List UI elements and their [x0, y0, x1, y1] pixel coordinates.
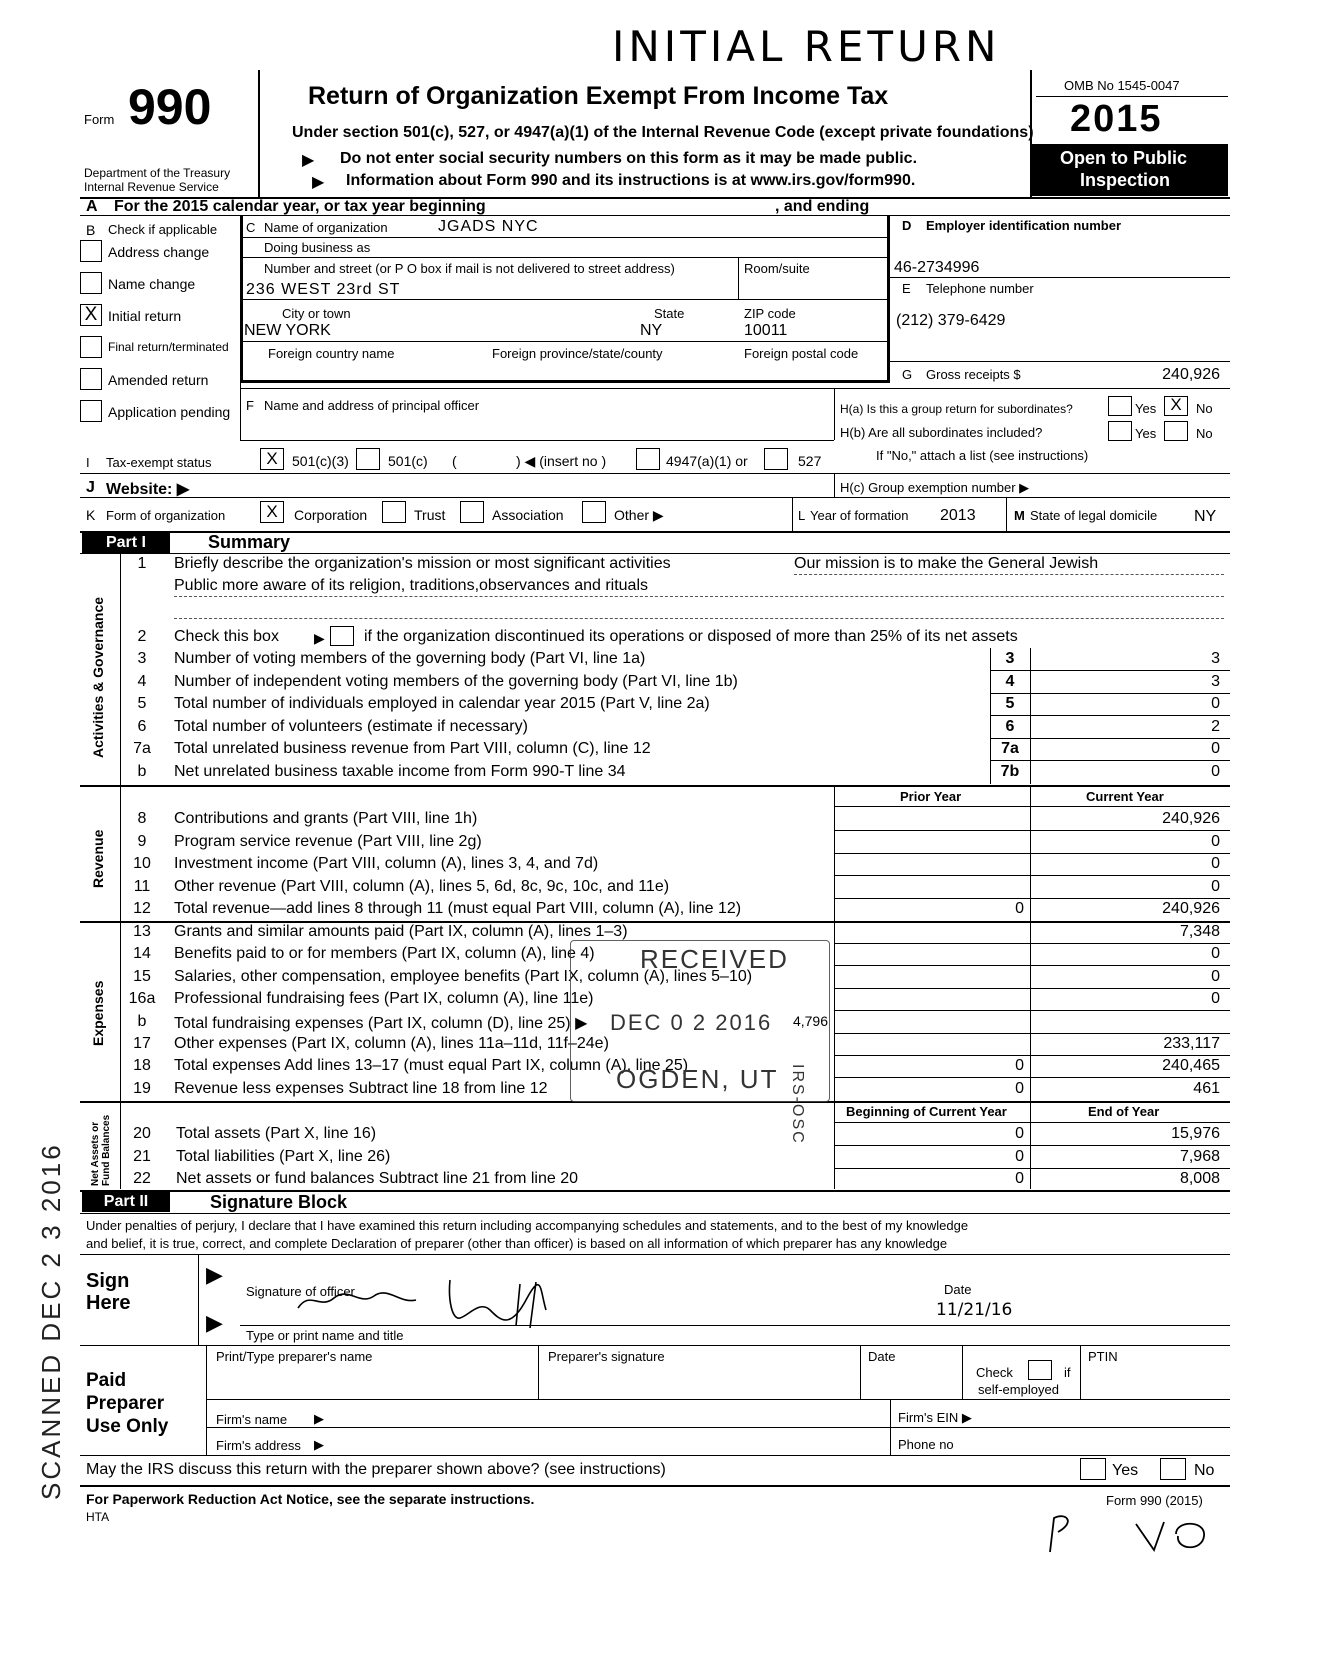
line-number: 7a	[133, 740, 151, 757]
state-label: State	[654, 306, 685, 321]
notice-info: Information about Form 990 and its instructions is at www.irs.gov/form990.	[346, 172, 916, 189]
sign-date-value[interactable]: 11/21/16	[936, 1300, 1013, 1320]
label-f: F	[246, 398, 254, 413]
row-rule	[834, 1010, 1230, 1011]
prior-year-header: Prior Year	[900, 789, 962, 804]
line-a-text: For the 2015 calendar year, or tax year beginning	[114, 198, 486, 215]
hb-question: H(b) Are all subordinates included?	[840, 425, 1043, 440]
line-number: 13	[133, 923, 151, 940]
firm-name-label: Firm's name	[216, 1412, 288, 1427]
self-employed-checkbox[interactable]	[1028, 1360, 1052, 1380]
zip-label: ZIP code	[744, 306, 796, 321]
ptin-label: PTIN	[1088, 1349, 1118, 1364]
line-text: Number of independent voting members of the governing body (Part VI, line 1b)	[174, 673, 738, 690]
received-stamp-text: RECEIVED	[640, 944, 789, 974]
year-formation-label: Year of formation	[810, 508, 909, 523]
line-number: 3	[137, 650, 147, 667]
line-text: Number of voting members of the governing body (Part VI, line 1a)	[174, 650, 646, 667]
discuss-yes-checkbox[interactable]	[1080, 1458, 1106, 1480]
tax-status-label: Tax-exempt status	[106, 455, 212, 470]
notice-ssn: Do not enter social security numbers on this form as it may be made public.	[340, 150, 918, 167]
label-d: D	[902, 218, 912, 233]
trust-label: Trust	[414, 507, 446, 523]
line-number: 8	[137, 810, 147, 827]
dba-label: Doing business as	[264, 240, 371, 255]
line-text: Program service revenue (Part VIII, line 2g)	[174, 833, 482, 850]
corporation-label: Corporation	[294, 507, 368, 523]
paperwork-notice: For Paperwork Reduction Act Notice, see the separate instructions.	[86, 1491, 535, 1507]
line-number: 6	[137, 718, 147, 735]
signature-officer-label: Signature of officer	[246, 1284, 355, 1299]
row-rule	[990, 670, 1230, 671]
open-line1: Open to Public	[1060, 148, 1188, 168]
year-formation-value[interactable]: 2013	[940, 507, 976, 524]
part2-title: Signature Block	[210, 1192, 348, 1212]
org-name-label: Name of organization	[264, 220, 388, 235]
side-expenses: Expenses	[90, 980, 106, 1046]
officer-signature[interactable]	[290, 1270, 580, 1330]
sign-date-label: Date	[944, 1282, 972, 1297]
line-text: Total number of individuals employed in calendar year 2015 (Part V, line 2a)	[174, 695, 710, 712]
applicable-label: Application pending	[108, 404, 231, 420]
ha-question: H(a) Is this a group return for subordinates?	[840, 402, 1073, 416]
arrow-icon: ▶	[314, 1437, 324, 1452]
line-value[interactable]: 0	[1211, 740, 1220, 757]
line-text: Total unrelated business revenue from Part VIII, column (C), line 12	[174, 740, 651, 757]
prep-signature-label: Preparer's signature	[548, 1349, 665, 1364]
hta-label: HTA	[86, 1510, 110, 1524]
begin-year-value[interactable]: 0	[1015, 1148, 1024, 1165]
phone-label: Telephone number	[926, 281, 1034, 296]
city-value[interactable]: NEW YORK	[244, 322, 331, 339]
irs-side-stamp: IRS-OSC	[789, 1064, 806, 1145]
status-501c-checkbox[interactable]	[356, 448, 380, 470]
current-year-value[interactable]: 461	[1193, 1080, 1220, 1097]
part2-label: Part II	[82, 1192, 170, 1212]
paid-label: Paid	[86, 1370, 127, 1391]
status-501c3-checkbox[interactable]: X	[260, 448, 284, 470]
label-k: K	[86, 507, 96, 523]
line-value[interactable]: 0	[1211, 763, 1220, 780]
applicable-checkbox[interactable]	[80, 272, 102, 294]
phone-value[interactable]: (212) 379-6429	[896, 312, 1006, 329]
line-number: 1	[137, 555, 147, 572]
domicile-label: State of legal domicile	[1030, 508, 1158, 523]
association-label: Association	[492, 507, 564, 523]
label-b: B	[86, 222, 96, 238]
row-rule	[834, 853, 1230, 854]
status-4947-checkbox[interactable]	[636, 448, 660, 470]
line-number: b	[137, 763, 147, 780]
current-year-value[interactable]: 0	[1211, 878, 1220, 895]
gross-label: Gross receipts $	[926, 367, 1021, 382]
begin-year-value[interactable]: 0	[1015, 1170, 1024, 1187]
applicable-checkbox[interactable]	[80, 336, 102, 358]
mission-line2[interactable]: Public more aware of its religion, traditions,observances and rituals	[174, 577, 649, 594]
side-revenue: Revenue	[90, 829, 106, 888]
line-number: b	[137, 1013, 147, 1030]
applicable-checkbox[interactable]	[80, 240, 102, 262]
city-label: City or town	[282, 306, 351, 321]
line-text: Revenue less expenses Subtract line 18 from line 12	[174, 1080, 548, 1097]
row-rule	[834, 1145, 1230, 1146]
form-title: Return of Organization Exempt From Income Tax	[308, 82, 889, 110]
perjury-line2: and belief, it is true, correct, and complete Declaration of preparer (other than officer) is based on all information of which preparer has any knowledge	[86, 1236, 948, 1251]
line-number: 18	[133, 1057, 151, 1074]
received-stamp-date: DEC 0 2 2016	[610, 1010, 773, 1035]
street-value[interactable]: 236 WEST 23rd ST	[246, 281, 401, 298]
prior-year-value[interactable]: 0	[1015, 900, 1024, 917]
line-text: Professional fundraising fees (Part IX, column (A), line 11e)	[174, 990, 594, 1007]
row-rule	[834, 898, 1230, 899]
hb-yes-checkbox[interactable]	[1108, 421, 1132, 441]
row-rule	[834, 965, 1230, 966]
line-value[interactable]: 3	[1211, 650, 1220, 667]
line-text: Total revenue—add lines 8 through 11 (must equal Part VIII, column (A), line 12)	[174, 900, 742, 917]
prep-name-label: Print/Type preparer's name	[216, 1349, 373, 1364]
dept-line2: Internal Revenue Service	[84, 180, 219, 194]
applicable-label: Name change	[108, 276, 196, 292]
applicable-checkbox[interactable]	[80, 400, 102, 422]
prior-year-value[interactable]: 0	[1015, 1057, 1024, 1074]
row-rule	[834, 875, 1230, 876]
domicile-value[interactable]: NY	[1194, 508, 1217, 525]
arrow-icon: ▶	[314, 630, 325, 646]
line-text: Total liabilities (Part X, line 26)	[176, 1148, 391, 1165]
part1-label: Part I	[82, 533, 170, 553]
insert-no-label: ) ◀ (insert no )	[516, 453, 607, 469]
handwritten-title: INITIAL RETURN	[612, 22, 1001, 71]
line-box-number: 7a	[1001, 740, 1019, 757]
status-527-checkbox[interactable]	[764, 448, 788, 470]
current-year-value[interactable]: 240,465	[1162, 1057, 1220, 1074]
applicable-label: Initial return	[108, 308, 182, 324]
line-number: 9	[137, 833, 147, 850]
ha-yes-checkbox[interactable]	[1108, 396, 1132, 416]
label-i: I	[86, 455, 90, 470]
fundraising-16b-value[interactable]: 4,796	[792, 1013, 828, 1029]
label-g: G	[902, 367, 913, 382]
line-text: Total assets (Part X, line 16)	[176, 1125, 377, 1142]
line-value[interactable]: 3	[1211, 673, 1220, 690]
website-label: Website: ▶	[106, 481, 190, 498]
line-text: Other expenses (Part IX, column (A), lines 11a–11d, 11f–24e)	[174, 1035, 609, 1052]
arrow-icon: ▶	[314, 1411, 324, 1426]
omb-number: OMB No 1545-0047	[1064, 78, 1180, 93]
line-text: Net unrelated business taxable income from Form 990-T line 34	[174, 763, 626, 780]
other-checkbox[interactable]	[582, 501, 606, 523]
line-text: Total fundraising expenses (Part IX, column (D), line 25) ▶	[174, 1015, 588, 1032]
line2-text-pre: Check this box	[174, 628, 279, 645]
end-year-value[interactable]: 15,976	[1171, 1125, 1220, 1142]
part1-title: Summary	[208, 532, 291, 552]
hc-label: H(c) Group exemption number ▶	[840, 480, 1030, 495]
line-text: Total expenses Add lines 13–17 (must equal Part IX, column (A), line 25)	[174, 1057, 689, 1074]
ha-no-label: No	[1196, 401, 1213, 416]
current-year-value[interactable]: 0	[1211, 833, 1220, 850]
line-value[interactable]: 0	[1211, 695, 1220, 712]
line-box-number: 7b	[1000, 763, 1020, 780]
corporation-checkbox[interactable]: X	[260, 501, 284, 523]
check-if-applicable: Check if applicable	[108, 222, 218, 237]
hb-note: If "No," attach a list (see instructions)	[876, 448, 1089, 463]
dept-line1: Department of the Treasury	[84, 166, 231, 180]
row-rule	[834, 1055, 1230, 1056]
line-text: Net assets or fund balances Subtract line 21 from line 20	[176, 1170, 578, 1187]
room-label: Room/suite	[744, 261, 810, 276]
sign-label: Sign	[86, 1270, 130, 1292]
ein-label: Employer identification number	[926, 218, 1122, 233]
hb-no-label: No	[1196, 426, 1213, 441]
side-net-assets: Net Assets or Fund Balances	[90, 1114, 112, 1186]
form-reference: Form 990 (2015)	[1106, 1493, 1203, 1508]
mission-line1[interactable]: Our mission is to make the General Jewish	[794, 555, 1099, 572]
label-c: C	[246, 220, 256, 235]
label-e: E	[902, 281, 911, 296]
line-number: 14	[133, 945, 151, 962]
form-number: 990	[128, 79, 212, 135]
begin-year-header: Beginning of Current Year	[846, 1104, 1007, 1119]
row-rule	[834, 830, 1230, 831]
sign-arrow-icon: ▶	[206, 1262, 223, 1287]
other-label: Other ▶	[614, 507, 664, 523]
self-employed-label: self-employed	[978, 1382, 1059, 1397]
applicable-checkbox[interactable]	[80, 368, 102, 390]
firm-address-label: Firm's address	[216, 1438, 301, 1453]
org-name[interactable]: JGADS NYC	[438, 218, 539, 235]
end-year-header: End of Year	[1088, 1104, 1160, 1119]
scanned-stamp: SCANNED DEC 2 3 2016	[36, 1142, 66, 1500]
received-stamp-location: OGDEN, UT	[616, 1064, 779, 1094]
line-value[interactable]: 2	[1211, 718, 1220, 735]
applicable-checkbox[interactable]: X	[80, 304, 102, 326]
line-number: 2	[137, 628, 147, 645]
begin-year-value[interactable]: 0	[1015, 1125, 1024, 1142]
line-box-number: 5	[1005, 695, 1015, 712]
discuss-yes-label: Yes	[1112, 1462, 1139, 1479]
line-number: 4	[137, 673, 147, 690]
line-number: 12	[133, 900, 151, 917]
applicable-label: Final return/terminated	[108, 340, 229, 354]
line-number: 15	[133, 968, 151, 985]
paren-open: (	[452, 453, 457, 469]
current-year-value[interactable]: 240,926	[1162, 810, 1220, 827]
end-year-value[interactable]: 8,008	[1179, 1170, 1220, 1187]
gross-value[interactable]: 240,926	[1162, 366, 1220, 383]
line-number: 20	[133, 1125, 151, 1142]
trust-checkbox[interactable]	[382, 501, 406, 523]
row-rule	[990, 760, 1230, 761]
line-text: Salaries, other compensation, employee benefits (Part IX, column (A), lines 5–10)	[174, 968, 753, 985]
line-text: Benefits paid to or for members (Part IX, column (A), line 4)	[174, 945, 595, 962]
row-rule	[834, 1077, 1230, 1078]
handwritten-page-mark	[1036, 1508, 1226, 1558]
discontinued-checkbox[interactable]	[330, 626, 354, 646]
row-rule	[834, 1033, 1230, 1034]
foreign-province-label: Foreign province/state/county	[492, 346, 663, 361]
zip-value[interactable]: 10011	[744, 322, 788, 339]
current-year-value[interactable]: 0	[1211, 945, 1220, 962]
line-text: Investment income (Part VIII, column (A), lines 3, 4, and 7d)	[174, 855, 599, 872]
label-j: J	[86, 479, 95, 496]
state-value[interactable]: NY	[640, 322, 663, 339]
line-text: Other revenue (Part VIII, column (A), lines 5, 6d, 8c, 9c, 10c, and 11e)	[174, 878, 670, 895]
row-rule	[990, 738, 1230, 739]
end-year-value[interactable]: 7,968	[1179, 1148, 1220, 1165]
applicable-label: Amended return	[108, 372, 209, 388]
current-year-value[interactable]: 0	[1211, 968, 1220, 985]
perjury-line1: Under penalties of perjury, I declare that I have examined this return including accompanying schedules and statements, and to the best of my knowledge	[86, 1218, 969, 1233]
line-text: Grants and similar amounts paid (Part IX, column (A), lines 1–3)	[174, 923, 628, 940]
current-year-value[interactable]: 7,348	[1179, 923, 1220, 940]
row-rule	[834, 1168, 1230, 1169]
current-year-value[interactable]: 233,117	[1163, 1035, 1220, 1052]
line-a-ending: , and ending	[775, 198, 870, 215]
foreign-postal-label: Foreign postal code	[744, 346, 859, 361]
line-number: 21	[133, 1148, 151, 1165]
current-year-header: Current Year	[1086, 789, 1164, 804]
ha-yes-label: Yes	[1135, 401, 1157, 416]
sign-arrow-icon: ▶	[206, 1310, 223, 1335]
row-rule	[834, 988, 1230, 989]
line2-text-post: if the organization discontinued its operations or disposed of more than 25% of its net assets	[364, 628, 1018, 645]
status-527-label: 527	[798, 453, 822, 469]
line-box-number: 3	[1005, 650, 1015, 667]
current-year-value[interactable]: 0	[1211, 990, 1220, 1007]
line-box-number: 6	[1005, 718, 1015, 735]
type-name-label: Type or print name and title	[246, 1328, 404, 1343]
prep-date-label: Date	[868, 1349, 896, 1364]
applicable-label: Address change	[108, 244, 210, 260]
row-rule	[990, 693, 1230, 694]
line-text: Total number of volunteers (estimate if necessary)	[174, 718, 528, 735]
ha-no-checkbox[interactable]: X	[1164, 396, 1188, 416]
row-rule	[990, 715, 1230, 716]
line-text: Contributions and grants (Part VIII, line 1h)	[174, 810, 478, 827]
firm-ein-label: Firm's EIN ▶	[898, 1410, 972, 1425]
if-label: if	[1064, 1365, 1071, 1380]
form-org-label: Form of organization	[106, 508, 226, 523]
line-number: 10	[133, 855, 151, 872]
label-m: M	[1014, 508, 1025, 523]
prior-year-value[interactable]: 0	[1015, 1080, 1024, 1097]
line-number: 19	[133, 1080, 151, 1097]
ein-value[interactable]: 46-2734996	[894, 259, 980, 276]
street-label: Number and street (or P O box if mail is not delivered to street address)	[264, 261, 675, 276]
association-checkbox[interactable]	[460, 501, 484, 523]
hb-yes-label: Yes	[1135, 426, 1157, 441]
hb-no-checkbox[interactable]	[1164, 421, 1188, 441]
current-year-value[interactable]: 0	[1211, 855, 1220, 872]
form-word: Form	[84, 112, 115, 127]
status-501c3-label: 501(c)(3)	[292, 453, 349, 469]
line1-text: Briefly describe the organization's mission or most significant activities	[174, 555, 671, 572]
label-l: L	[798, 508, 806, 523]
line-number: 16a	[128, 990, 156, 1007]
line-box-number: 4	[1005, 673, 1015, 690]
preparer-label: Preparer	[86, 1393, 165, 1414]
phone-no-label: Phone no	[898, 1437, 954, 1452]
open-line2: Inspection	[1080, 170, 1171, 190]
principal-officer-label: Name and address of principal officer	[264, 398, 480, 413]
check-label: Check	[976, 1365, 1013, 1380]
here-label: Here	[86, 1292, 131, 1314]
foreign-country-label: Foreign country name	[268, 346, 395, 361]
form-subtitle: Under section 501(c), 527, or 4947(a)(1) of the Internal Revenue Code (except private foundations)	[292, 124, 1034, 141]
side-governance: Activities & Governance	[90, 596, 106, 758]
arrow-icon: ▶	[312, 174, 325, 191]
discuss-question: May the IRS discuss this return with the preparer shown above? (see instructions)	[86, 1461, 666, 1478]
line-number: 5	[137, 695, 147, 712]
line-number: 22	[133, 1170, 151, 1187]
line-number: 11	[133, 878, 151, 895]
current-year-value[interactable]: 240,926	[1162, 900, 1220, 917]
line-number: 17	[133, 1035, 151, 1052]
arrow-icon: ▶	[302, 152, 315, 169]
tax-year: 2015	[1070, 98, 1163, 140]
row-rule	[834, 943, 1230, 944]
discuss-no-checkbox[interactable]	[1160, 1458, 1186, 1480]
status-501c-label: 501(c)	[388, 453, 428, 469]
discuss-no-label: No	[1194, 1462, 1215, 1479]
status-4947-label: 4947(a)(1) or	[666, 453, 748, 469]
use-only-label: Use Only	[86, 1416, 169, 1437]
label-a: A	[86, 198, 98, 215]
